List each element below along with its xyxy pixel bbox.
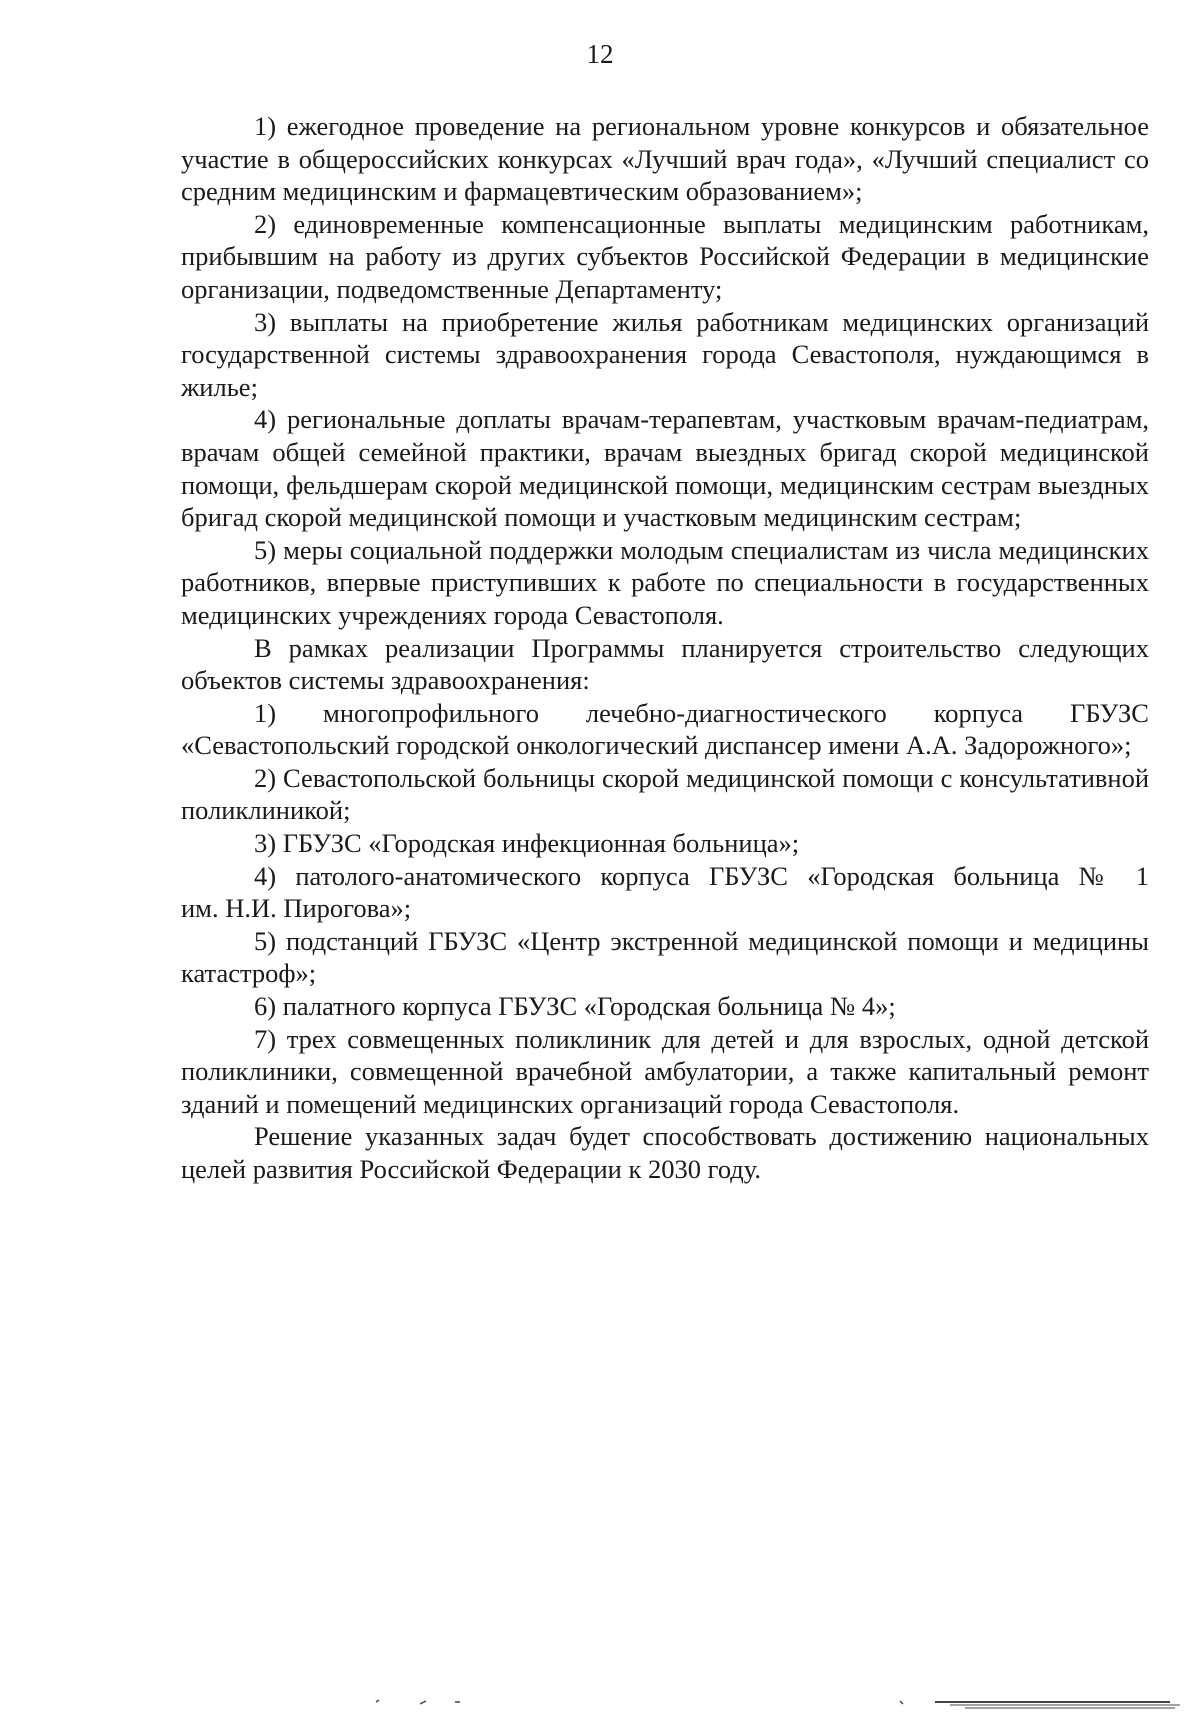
document-body (181, 110, 1149, 1186)
paragraph-construction-intro: В рамках реализации Программы планируется строительство следующих объектов системы здравоохранения: (181, 632, 1149, 696)
paragraph-item-5-social-support: 5) меры социальной поддержки молодым специалистам из числа медицинских работников, впервые приступивших к работе по специальности в государственных медицинских учреждениях города Севастополя. (181, 534, 1149, 630)
paragraph-object-2-emergency-hospital: 2) Севастопольской больницы скорой медицинской помощи с консультативной поликлиникой; (181, 762, 1149, 826)
scan-bottom-edge-marks (0, 1690, 1200, 1713)
paragraph-object-5-substations: 5) подстанций ГБУЗС «Центр экстренной медицинской помощи и медицины катастроф»; (181, 925, 1149, 989)
paragraph-object-3-infectious-hospital: 3) ГБУЗС «Городская инфекционная больница»; (254, 828, 800, 859)
page-number: 12 (586, 39, 614, 69)
paragraph-item-3-housing-payments: 3) выплаты на приобретение жилья работникам медицинских организаций государственной системы здравоохранения города Севастополя, нуждающимся в жилье; (181, 306, 1149, 402)
paragraph-object-1-oncology: 1) многопрофильного лечебно-диагностического корпуса ГБУЗС «Севастопольский городской онкологический диспансер имени А.А. Задорожного»; (181, 697, 1149, 761)
paragraph-item-2-compensation-payments: 2) единовременные компенсационные выплаты медицинским работникам, прибывшим на работу из других субъектов Российской Федерации в медицинские организации, подведомственные Департаменту; (181, 208, 1149, 304)
paragraph-object-6-ward-building: 6) палатного корпуса ГБУЗС «Городская больница № 4»; (254, 991, 896, 1022)
paragraph-item-4-regional-bonuses: 4) региональные доплаты врачам-терапевтам, участковым врачам-педиатрам, врачам общей семейной практики, врачам выездных бригад скорой медицинской помощи, фельдшерам скорой медицинской помощи, медицинским сестрам выездных бригад скорой медицинской помощи и участковым медицинским сестрам; (181, 404, 1149, 533)
paragraph-object-4-pathology-building: 4) патолого-анатомического корпуса ГБУЗС «Городская больница № 1 им. Н.И. Пирогова»; (181, 860, 1149, 924)
paragraph-item-1-contests: 1) ежегодное проведение на региональном уровне конкурсов и обязательное участие в общероссийских конкурсах «Лучший врач года», «Лучший специалист со средним медицинским и фармацевтическим образованием»; (181, 111, 1149, 207)
paragraph-object-7-polyclinics: 7) трех совмещенных поликлиник для детей и для взрослых, одной детской поликлиники, совмещенной врачебной амбулатории, а также капитальный ремонт зданий и помещений медицинских организаций города Севастополя. (181, 1023, 1149, 1119)
paragraph-conclusion: Решение указанных задач будет способствовать достижению национальных целей развития Российской Федерации к 2030 году. (181, 1121, 1149, 1184)
